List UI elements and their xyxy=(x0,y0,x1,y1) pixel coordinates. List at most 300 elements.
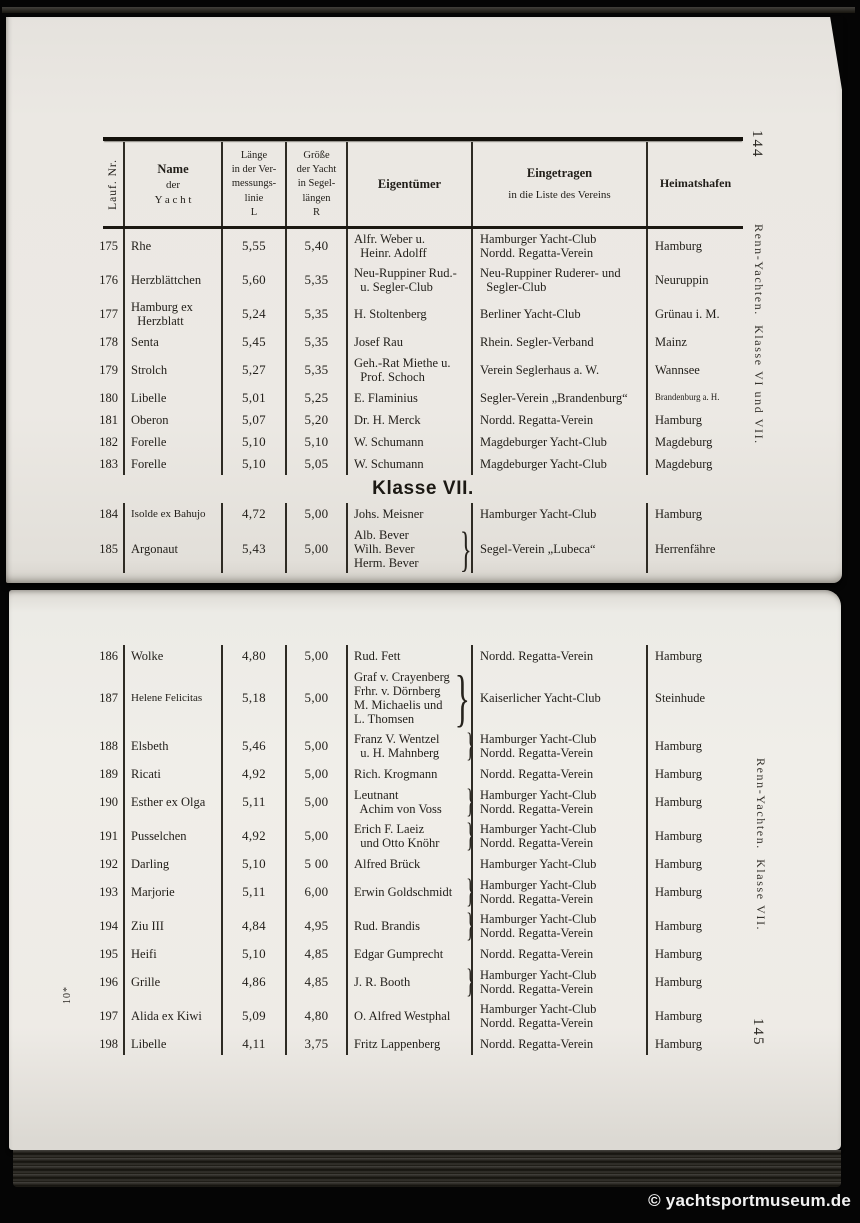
text-line: Hamburg xyxy=(655,507,702,521)
text-line: Hamburg xyxy=(655,947,702,961)
cell-sail-size: 3,75 xyxy=(287,1033,348,1055)
text-line: Kaiserlicher Yacht-Club xyxy=(480,691,601,705)
text-line: u. H. Mahnberg xyxy=(354,746,440,760)
table-row xyxy=(99,409,743,431)
cell-sail-size: 5,05 xyxy=(287,453,348,475)
text-line: Nordd. Regatta-Verein xyxy=(480,1016,594,1030)
cell-club xyxy=(473,387,648,409)
text-line: Hamburger Yacht-Club xyxy=(480,857,597,871)
cell-nr: 188 xyxy=(103,729,125,763)
text-line: Nordd. Regatta-Verein xyxy=(480,413,594,427)
cell-nr: 179 xyxy=(103,353,125,387)
cell-name xyxy=(125,409,223,431)
cell-length: 5,10 xyxy=(223,853,287,875)
cell-port xyxy=(648,525,743,573)
cell-length: 4,80 xyxy=(223,645,287,667)
cell-length: 5,60 xyxy=(223,263,287,297)
cell-length: 5,11 xyxy=(223,875,287,909)
cell-nr: 197 xyxy=(103,999,125,1033)
text-line: W. Schumann xyxy=(354,457,424,471)
cell-club xyxy=(473,1033,648,1055)
owner-brace: } xyxy=(465,783,474,820)
text-line: Wilh. Bever xyxy=(354,542,415,556)
cell-nr: 193 xyxy=(103,875,125,909)
cell-name xyxy=(125,387,223,409)
cell-sail-size: 5,00 xyxy=(287,525,348,573)
cell-length: 5,55 xyxy=(223,229,287,263)
header-cell-port xyxy=(648,142,743,226)
owner-brace: } xyxy=(465,963,474,1000)
cell-name xyxy=(125,853,223,875)
cell-port xyxy=(648,431,743,453)
cell-nr: 192 xyxy=(103,853,125,875)
cell-length: 5,24 xyxy=(223,297,287,331)
text-line: H. Stoltenberg xyxy=(354,307,427,321)
cell-owner xyxy=(348,453,473,475)
text-line: Rhe xyxy=(131,239,152,253)
cell-owner xyxy=(348,503,473,525)
cell-nr: 184 xyxy=(103,503,125,525)
cell-club xyxy=(473,909,648,943)
cell-length: 4,72 xyxy=(223,503,287,525)
cell-name xyxy=(125,431,223,453)
text-line: Libelle xyxy=(131,1037,167,1051)
text-line: Hamburger Yacht-Club xyxy=(480,507,597,521)
text-line: Magdeburger Yacht-Club xyxy=(480,435,607,449)
text-line: Prof. Schoch xyxy=(354,370,425,384)
text-line: Alfred Brück xyxy=(354,857,421,871)
cell-port xyxy=(648,763,743,785)
table-body-top xyxy=(99,229,743,577)
cell-nr: 195 xyxy=(103,943,125,965)
owner-brace: } xyxy=(465,727,474,764)
text-line: Ziu III xyxy=(131,919,164,933)
cell-length: 5,01 xyxy=(223,387,287,409)
cell-length: 5,27 xyxy=(223,353,287,387)
cell-nr: 177 xyxy=(103,297,125,331)
cell-nr: 196 xyxy=(103,965,125,999)
text-line: Edgar Gumprecht xyxy=(354,947,444,961)
cell-length: 4,92 xyxy=(223,763,287,785)
text-line: Hamburg xyxy=(655,413,702,427)
cell-nr: 194 xyxy=(103,909,125,943)
table-row xyxy=(99,999,743,1033)
text-line: Hamburger Yacht-Club xyxy=(480,912,597,926)
cell-owner xyxy=(348,521,473,577)
cell-length: 5,10 xyxy=(223,431,287,453)
text-line: Hamburger Yacht-Club xyxy=(480,788,597,802)
page-144 xyxy=(6,17,842,583)
text-line: Nordd. Regatta-Verein xyxy=(480,767,594,781)
text-line: Hamburg xyxy=(655,885,702,899)
margin-title-bottom: Renn-Yachten. Klasse VII. xyxy=(754,758,768,932)
text-line: Johs. Meisner xyxy=(354,507,424,521)
table-row xyxy=(99,353,743,387)
header-cell-sail-size xyxy=(287,142,348,226)
text-line: Strolch xyxy=(131,363,168,377)
text-line: Dr. H. Merck xyxy=(354,413,421,427)
watermark: © yachtsportmuseum.de xyxy=(648,1191,851,1210)
text-line: Wolke xyxy=(131,649,164,663)
cell-nr: 182 xyxy=(103,431,125,453)
table-row xyxy=(99,963,743,1000)
cell-port xyxy=(648,229,743,263)
header-line: der xyxy=(165,178,181,191)
cell-sail-size: 5,00 xyxy=(287,785,348,819)
table-row xyxy=(99,873,743,910)
cell-name xyxy=(125,875,223,909)
text-line: Hamburger Yacht-Club xyxy=(480,968,597,982)
table-row xyxy=(99,853,743,875)
cell-sail-size: 5,35 xyxy=(287,331,348,353)
header-nr-label: Lauf. Nr. xyxy=(107,158,119,210)
header-line: in die Liste des Vereins xyxy=(508,189,611,202)
page-145 xyxy=(9,590,841,1150)
cell-name xyxy=(125,353,223,387)
cell-sail-size: 5,35 xyxy=(287,263,348,297)
text-line: Leutnant xyxy=(354,788,399,802)
text-line: und Otto Knöhr xyxy=(354,836,440,850)
cell-owner xyxy=(348,853,473,875)
cell-club xyxy=(473,853,648,875)
text-line: Marjorie xyxy=(131,885,175,899)
text-line: Steinhude xyxy=(655,691,705,705)
cell-nr: 185 xyxy=(103,525,125,573)
cell-owner xyxy=(348,875,473,909)
text-line: Neu-Ruppiner Ruderer- und xyxy=(480,266,621,280)
text-line: Hamburg xyxy=(655,829,702,843)
cell-owner xyxy=(348,662,473,733)
text-line: Frhr. v. Dörnberg xyxy=(354,684,441,698)
cell-club xyxy=(473,875,648,909)
table-top-rule xyxy=(103,137,743,141)
text-line: O. Alfred Westphal xyxy=(354,1009,451,1023)
table-row xyxy=(99,943,743,965)
cell-club xyxy=(473,525,648,573)
cell-port xyxy=(648,503,743,525)
owner-brace: } xyxy=(454,662,471,733)
cell-nr: 176 xyxy=(103,263,125,297)
cell-club xyxy=(473,453,648,475)
text-line: Hamburg xyxy=(655,739,702,753)
cell-sail-size: 5,35 xyxy=(287,297,348,331)
table-row xyxy=(99,907,743,944)
cell-length: 4,11 xyxy=(223,1033,287,1055)
cell-nr: 183 xyxy=(103,453,125,475)
text-line: Herm. Bever xyxy=(354,556,419,570)
text-line: Heifi xyxy=(131,947,157,961)
text-line: Geh.-Rat Miethe u. xyxy=(354,356,451,370)
cell-owner xyxy=(348,729,473,763)
cell-length: 5,10 xyxy=(223,943,287,965)
cell-owner xyxy=(348,763,473,785)
cell-club xyxy=(473,729,648,763)
cell-club xyxy=(473,297,648,331)
cell-owner xyxy=(348,1033,473,1055)
table-header xyxy=(103,142,743,229)
table-row xyxy=(99,297,743,331)
table-row xyxy=(99,817,743,854)
text-line: Elsbeth xyxy=(131,739,169,753)
text-line: Brandenburg a. H. xyxy=(655,392,720,403)
cell-nr: 178 xyxy=(103,331,125,353)
text-line: Heinr. Adolff xyxy=(354,246,427,260)
cell-sail-size: 4,85 xyxy=(287,965,348,999)
cell-owner xyxy=(348,263,473,297)
cell-owner xyxy=(348,297,473,331)
cell-club xyxy=(473,965,648,999)
cell-name xyxy=(125,263,223,297)
page-number-bottom: 145 xyxy=(750,1018,766,1047)
cell-port xyxy=(648,645,743,667)
table-row xyxy=(99,645,743,667)
text-line: Ricati xyxy=(131,767,161,781)
text-line: Erich F. Laeiz xyxy=(354,822,425,836)
cell-length: 5,43 xyxy=(223,525,287,573)
text-line: Hamburg xyxy=(655,649,702,663)
cell-port xyxy=(648,943,743,965)
text-line: Segler-Club xyxy=(480,280,547,294)
cell-port xyxy=(648,785,743,819)
cell-port xyxy=(648,297,743,331)
table-row xyxy=(99,1033,743,1055)
cell-owner xyxy=(348,353,473,387)
text-line: Herrenfähre xyxy=(655,542,716,556)
table-row xyxy=(99,387,743,409)
header-line: Eigentümer xyxy=(377,176,442,191)
cell-club xyxy=(473,819,648,853)
text-line: Hamburg ex xyxy=(131,300,193,314)
cell-port xyxy=(648,875,743,909)
cell-sail-size: 5,00 xyxy=(287,667,348,729)
table-row xyxy=(99,662,743,733)
yacht-table-top xyxy=(99,137,743,577)
cell-sail-size: 5,35 xyxy=(287,353,348,387)
text-line: Alida ex Kiwi xyxy=(131,1009,202,1023)
cell-nr: 175 xyxy=(103,229,125,263)
cell-length: 4,84 xyxy=(223,909,287,943)
text-line: Hamburg xyxy=(655,239,702,253)
text-line: Rud. Brandis xyxy=(354,919,420,933)
table-body-bottom xyxy=(99,645,743,1055)
cell-port xyxy=(648,263,743,297)
cell-sail-size: 5,40 xyxy=(287,229,348,263)
page-corner-shadow xyxy=(830,16,843,96)
table-row xyxy=(99,263,743,297)
cell-nr: 187 xyxy=(103,667,125,729)
header-cell-name xyxy=(125,142,223,226)
header-line: Länge xyxy=(240,150,268,162)
text-line: Wannsee xyxy=(655,363,700,377)
cell-nr: 189 xyxy=(103,763,125,785)
text-line: Magdeburger Yacht-Club xyxy=(480,457,607,471)
cell-sail-size: 4,85 xyxy=(287,943,348,965)
header-line: in Segel- xyxy=(297,178,336,190)
cell-owner xyxy=(348,819,473,853)
text-line: Nordd. Regatta-Verein xyxy=(480,926,594,940)
cell-club xyxy=(473,431,648,453)
text-line: Hamburg xyxy=(655,767,702,781)
text-line: Hamburger Yacht-Club xyxy=(480,732,597,746)
text-line: Nordd. Regatta-Verein xyxy=(480,649,594,663)
text-line: Herzblättchen xyxy=(131,273,202,287)
cell-sail-size: 5,10 xyxy=(287,431,348,453)
cell-port xyxy=(648,729,743,763)
book-top-edge xyxy=(2,7,855,13)
text-line: Hamburg xyxy=(655,1009,702,1023)
cell-name xyxy=(125,1033,223,1055)
text-line: Esther ex Olga xyxy=(131,795,206,809)
cell-sail-size: 5,25 xyxy=(287,387,348,409)
text-line: Hamburg xyxy=(655,795,702,809)
cell-name xyxy=(125,453,223,475)
text-line: Forelle xyxy=(131,457,167,471)
text-line: Rud. Fett xyxy=(354,649,401,663)
text-line: Grille xyxy=(131,975,161,989)
cell-port xyxy=(648,819,743,853)
owner-brace: } xyxy=(465,873,474,910)
text-line: E. Flaminius xyxy=(354,391,418,405)
header-line: in der Ver- xyxy=(231,164,277,176)
text-line: Nordd. Regatta-Verein xyxy=(480,802,594,816)
header-line: L xyxy=(250,206,258,218)
cell-sail-size: 4,95 xyxy=(287,909,348,943)
text-line: Hamburg xyxy=(655,919,702,933)
cell-sail-size: 5,20 xyxy=(287,409,348,431)
table-row xyxy=(99,521,743,577)
cell-port xyxy=(648,909,743,943)
cell-club xyxy=(473,263,648,297)
text-line: Helene Felicitas xyxy=(131,691,203,704)
table-row xyxy=(99,503,743,525)
header-cell-owner xyxy=(348,142,473,226)
cell-port xyxy=(648,409,743,431)
cell-club xyxy=(473,763,648,785)
cell-nr: 191 xyxy=(103,819,125,853)
text-line: Hamburger Yacht-Club xyxy=(480,878,597,892)
text-line: Franz V. Wentzel xyxy=(354,732,440,746)
text-line: Rhein. Segler-Verband xyxy=(480,335,594,349)
text-line: Alb. Bever xyxy=(354,528,409,542)
text-line: Verein Seglerhaus a. W. xyxy=(480,363,600,377)
text-line: u. Segler-Club xyxy=(354,280,433,294)
cell-club xyxy=(473,353,648,387)
cell-length: 5,11 xyxy=(223,785,287,819)
cell-nr: 186 xyxy=(103,645,125,667)
cell-name xyxy=(125,297,223,331)
cell-club xyxy=(473,409,648,431)
header-line: der Yacht xyxy=(296,164,337,176)
cell-name xyxy=(125,965,223,999)
cell-port xyxy=(648,331,743,353)
cell-club xyxy=(473,999,648,1033)
cell-length: 5,09 xyxy=(223,999,287,1033)
cell-name xyxy=(125,763,223,785)
header-line: längen xyxy=(302,192,331,204)
cell-name xyxy=(125,943,223,965)
text-line: M. Michaelis und xyxy=(354,698,443,712)
cell-name xyxy=(125,729,223,763)
cell-club xyxy=(473,667,648,729)
text-line: Graf v. Crayenberg xyxy=(354,670,450,684)
cell-name xyxy=(125,645,223,667)
cell-name xyxy=(125,819,223,853)
printer-signature-mark: 10* xyxy=(62,986,73,1004)
text-line: Nordd. Regatta-Verein xyxy=(480,892,594,906)
text-line: Nordd. Regatta-Verein xyxy=(480,947,594,961)
cell-nr: 190 xyxy=(103,785,125,819)
table-row xyxy=(99,763,743,785)
cell-owner xyxy=(348,387,473,409)
table-row xyxy=(99,453,743,475)
cell-sail-size: 5,00 xyxy=(287,645,348,667)
cell-length: 5,46 xyxy=(223,729,287,763)
text-line: Mainz xyxy=(655,335,687,349)
cell-owner xyxy=(348,331,473,353)
header-cell-length xyxy=(223,142,287,226)
cell-name xyxy=(125,331,223,353)
text-line: Darling xyxy=(131,857,170,871)
text-line: Segler-Verein „Brandenburg“ xyxy=(480,391,628,405)
table-row xyxy=(99,331,743,353)
text-line: Pusselchen xyxy=(131,829,187,843)
section-heading: Klasse VII. xyxy=(372,478,474,499)
header-line: messungs- xyxy=(231,178,277,190)
cell-owner xyxy=(348,909,473,943)
text-line: Magdeburg xyxy=(655,457,713,471)
cell-nr: 181 xyxy=(103,409,125,431)
cell-club xyxy=(473,503,648,525)
cell-club xyxy=(473,785,648,819)
cell-name xyxy=(125,999,223,1033)
text-line: Achim von Voss xyxy=(354,802,442,816)
header-line: linie xyxy=(244,192,264,204)
margin-title-top: Renn-Yachten. Klasse VI und VII. xyxy=(752,224,766,445)
text-line: Hamburg xyxy=(655,857,702,871)
header-line: Größe xyxy=(303,150,330,162)
header-line: Name xyxy=(157,161,189,176)
text-line: Rich. Krogmann xyxy=(354,767,438,781)
cell-owner xyxy=(348,965,473,999)
cell-club xyxy=(473,645,648,667)
text-line: Grünau i. M. xyxy=(655,307,720,321)
header-line: R xyxy=(312,206,320,218)
cell-sail-size: 5,00 xyxy=(287,503,348,525)
text-line: Segel-Verein „Lubeca“ xyxy=(480,542,596,556)
cell-port xyxy=(648,853,743,875)
cell-club xyxy=(473,943,648,965)
table-row xyxy=(99,431,743,453)
cell-name xyxy=(125,667,223,729)
cell-port xyxy=(648,387,743,409)
header-line: Eingetragen xyxy=(526,166,593,181)
text-line: L. Thomsen xyxy=(354,712,415,726)
cell-length: 5,07 xyxy=(223,409,287,431)
cell-sail-size: 5,00 xyxy=(287,729,348,763)
cell-port xyxy=(648,667,743,729)
text-line: Neu-Ruppiner Rud.- xyxy=(354,266,457,280)
text-line: Josef Rau xyxy=(354,335,403,349)
cell-length: 5,45 xyxy=(223,331,287,353)
cell-sail-size: 4,80 xyxy=(287,999,348,1033)
text-line: Nordd. Regatta-Verein xyxy=(480,1037,594,1051)
cell-length: 4,92 xyxy=(223,819,287,853)
cell-sail-size: 5,00 xyxy=(287,763,348,785)
cell-name xyxy=(125,909,223,943)
cell-sail-size: 6,00 xyxy=(287,875,348,909)
text-line: Hamburg xyxy=(655,975,702,989)
cell-length: 5,18 xyxy=(223,667,287,729)
